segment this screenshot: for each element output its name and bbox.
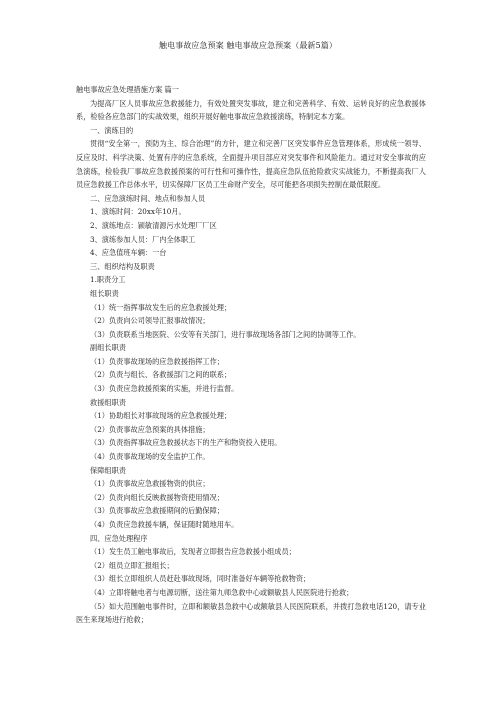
list-item: （3）负责事故应急救援期间的后勤保障；	[90, 506, 224, 516]
list-item: （2）负责与组长、各救援部门之间的联系；	[90, 370, 232, 380]
list-item: （3）组长立即组织人员赶赴事故现场，同时准备好车辆等抢救物资；	[90, 574, 311, 584]
deputy-duties-title: 副组长职责	[90, 343, 126, 353]
list-item: （3）负责指挥事故应急救援状态下的生产和物资投入使用。	[90, 438, 282, 448]
section-1-title: 一、演练目的	[90, 125, 134, 135]
list-item: （1）协助组长对事故现场的应急救援处理；	[90, 411, 232, 421]
section-1-body: 贯彻“安全第一，预防为主、综合治理”的方针，建立和完善厂区突发事件应急管理体系，形成统一领导、反应及时、科学决策、处置有序的应急系统，全面提升项目部应对突发事件和风险能力。通过对安全事故的应急演练，检验我厂事故应急救援预案的可行性和可操作性，提高应急队伍抢险救灾实战能力，不断提高我厂人员应急救援工作总体水平，切实保障厂区员工生命财产安全，尽可能把各项损失控制在最低限度。	[76, 139, 426, 190]
list-item: （4）立即将触电者与电源切断，送往第九师急救中心或额敏县人民医院进行抢救；	[90, 587, 354, 597]
list-item: （1）负责事故应急救援物资的供应；	[90, 479, 210, 489]
section-4-title: 四、应急处理程序	[90, 533, 148, 543]
list-item: （4）负责应急救援车辆，保证随时随地用车。	[90, 520, 239, 529]
rescue-duties-title: 救援组职责	[90, 397, 126, 407]
document-title: 触电事故应急预案 触电事故应急预案（最新5篇）	[159, 41, 337, 50]
list-item: （1）负责事故现场的应急救援指挥工作；	[90, 356, 224, 366]
section-3-title: 三、组织结构及职责	[90, 261, 155, 271]
list-item: （1）统一指挥事故发生后的应急救援处理；	[90, 302, 232, 312]
list-item: 4、应急值班车辆：一台	[90, 248, 167, 258]
document-body	[76, 83, 426, 627]
section-3-subtitle: 1.职责分工	[90, 275, 126, 285]
list-item: （2）负责向公司领导汇报事故情况；	[90, 316, 210, 326]
list-item: 3、演练参加人员：厂内全体职工	[90, 234, 196, 244]
list-item: （4）负责事故现场的安全监护工作。	[90, 452, 210, 462]
list-item: （3）负责应急救援预案的实施，并进行监督。	[90, 384, 239, 394]
section-heading: 触电事故应急处理措施方案 篇一	[76, 85, 179, 94]
list-item: （2）负责事故应急预案的具体措施；	[90, 424, 210, 434]
list-item: （2）负责向组长反映救援物资使用情况；	[90, 492, 224, 502]
section-2-title: 二、应急演练时间、地点和参加人员	[90, 193, 206, 203]
list-item: （1）发生员工触电事故后，发现者立即报告应急救援小组成员；	[90, 547, 296, 557]
intro-paragraph: 为提高厂区人员事故应急救援能力，有效处置突发事故，建立和完善科学、有效、运转良好的应急救援体系，检验各应急部门的实战效果，组织开展好触电事故应急救援演练，特制定本方案。	[76, 98, 426, 122]
list-item: 2、演练地点：颍敏清源污水处理厂厂区	[90, 220, 217, 230]
leader-duties-title: 组长职责	[90, 288, 119, 298]
list-item: （3）负责联系当地医院、公安等有关部门，进行事故现场各部门之间的协调等工作。	[90, 329, 361, 339]
list-item: （5）如大范围触电事件时，立即和额敏县急救中心或额敏县人民医院联系，并拨打急救电话120，请专业医生来现场进行抢救；	[76, 601, 426, 625]
support-duties-title: 保障组职责	[90, 465, 126, 475]
list-item: （2）组员立即汇报组长；	[90, 560, 174, 570]
list-item: 1、演练时间：20xx年10月。	[90, 207, 186, 217]
